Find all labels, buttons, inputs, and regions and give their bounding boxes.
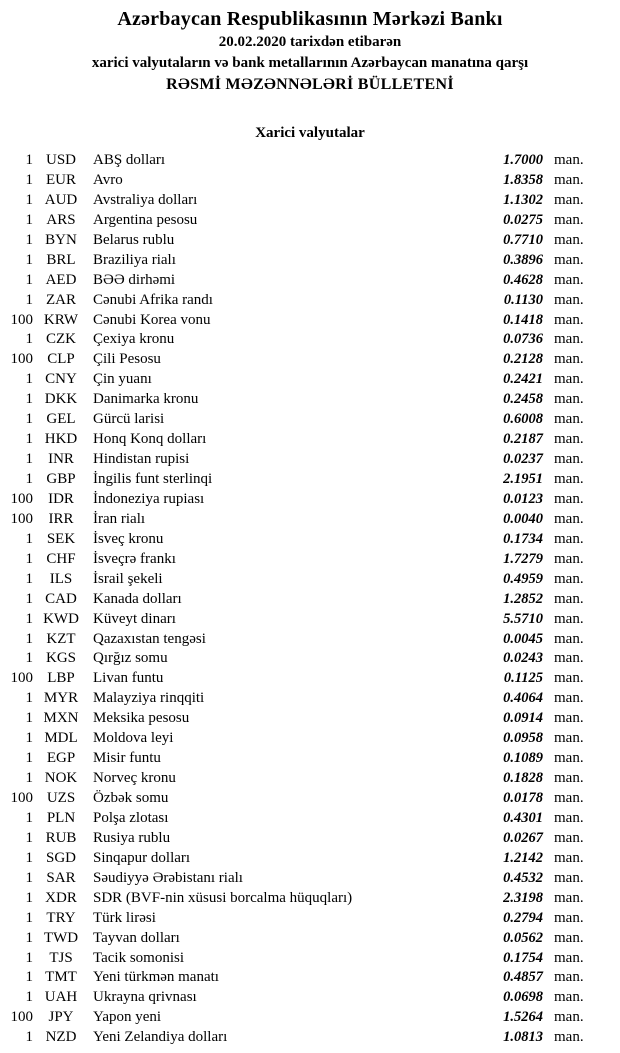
bank-name-title: Azərbaycan Respublikasının Mərkəzi Bankı <box>117 8 503 30</box>
table-row <box>8 171 598 191</box>
rate-value-cell: 0.0562 <box>503 929 543 946</box>
currency-code-cell: CHF <box>46 550 76 567</box>
currency-code-cell: EUR <box>46 171 76 188</box>
currency-code-cell: AED <box>45 271 77 288</box>
unit-cell: man. <box>554 510 584 527</box>
currency-code-cell: IDR <box>48 490 74 507</box>
rate-value-cell: 0.2421 <box>503 371 543 388</box>
unit-cell: man. <box>554 291 584 308</box>
currency-code-cell: TWD <box>43 929 79 946</box>
quantity-cell: 1 <box>25 431 33 448</box>
currency-code-cell: KRW <box>43 311 79 328</box>
rate-value-cell: 0.4628 <box>503 271 543 288</box>
currency-code-cell: MYR <box>43 690 79 707</box>
rate-value-cell: 0.1828 <box>503 770 543 787</box>
unit-cell: man. <box>554 670 584 687</box>
effective-date-line: 20.02.2020 tarixdən etibarən <box>218 34 402 50</box>
rate-value-cell: 0.0243 <box>503 650 543 667</box>
rate-value-cell: 0.7710 <box>503 231 543 248</box>
currency-name-cell: İsrail şekeli <box>93 570 163 587</box>
quantity-cell: 1 <box>25 989 33 1006</box>
quantity-cell: 100 <box>10 311 33 328</box>
unit-cell: man. <box>554 550 584 567</box>
currency-code-cell: CLP <box>47 351 75 368</box>
currency-name-cell: İngilis funt sterlinqi <box>93 471 213 487</box>
currency-name-cell: Belarus rublu <box>93 231 175 248</box>
currency-code-cell: JPY <box>48 1009 74 1026</box>
table-row <box>8 350 598 370</box>
document-header <box>0 0 620 96</box>
table-row <box>8 271 598 291</box>
rate-value-cell: 0.4857 <box>503 969 543 986</box>
table-row <box>8 949 598 969</box>
rate-value-cell: 1.8358 <box>503 171 543 188</box>
table-row <box>8 291 598 311</box>
rate-value-cell: 0.1754 <box>503 949 543 966</box>
rate-value-cell: 0.0958 <box>503 730 543 747</box>
rate-value-cell: 1.1302 <box>503 191 543 208</box>
quantity-cell: 1 <box>25 710 33 727</box>
quantity-cell: 1 <box>25 650 33 667</box>
quantity-cell: 1 <box>25 371 33 388</box>
currency-code-cell: KGS <box>45 650 76 667</box>
currency-code-cell: TRY <box>46 909 76 926</box>
currency-code-cell: AUD <box>44 191 78 208</box>
currency-name-cell: Çili Pesosu <box>93 351 161 368</box>
unit-cell: man. <box>554 431 584 448</box>
quantity-cell: 1 <box>25 231 33 248</box>
table-row <box>8 789 598 809</box>
unit-cell: man. <box>554 311 584 328</box>
quantity-cell: 1 <box>25 829 33 846</box>
table-row <box>8 211 598 231</box>
rate-value-cell: 1.2852 <box>503 590 543 607</box>
quantity-cell: 1 <box>25 630 33 647</box>
currency-code-cell: XDR <box>45 889 77 906</box>
quantity-cell: 100 <box>10 790 33 806</box>
unit-cell: man. <box>554 451 584 468</box>
currency-name-cell: Malayziya rinqqiti <box>93 690 205 707</box>
currency-name-cell: Hindistan rupisi <box>93 451 190 468</box>
unit-cell: man. <box>554 610 584 627</box>
quantity-cell: 1 <box>25 889 33 906</box>
table-row <box>8 689 598 709</box>
currency-code-cell: KZT <box>46 630 76 647</box>
currency-name-cell: Argentina pesosu <box>93 211 198 228</box>
currency-code-cell: MDL <box>44 730 78 747</box>
quantity-cell: 1 <box>25 909 33 926</box>
unit-cell: man. <box>554 191 584 208</box>
unit-cell: man. <box>554 1029 584 1046</box>
table-row <box>8 490 598 510</box>
currency-code-cell: TMT <box>45 969 77 986</box>
table-row <box>8 430 598 450</box>
table-row <box>8 151 598 171</box>
quantity-cell: 1 <box>25 690 33 707</box>
table-row <box>8 530 598 550</box>
table-row <box>8 889 598 909</box>
table-row <box>8 988 598 1008</box>
unit-cell: man. <box>554 770 584 787</box>
table-row <box>8 410 598 430</box>
currency-code-cell: GEL <box>46 411 76 428</box>
currency-code-cell: IRR <box>48 510 74 527</box>
currency-name-cell: Kanada dolları <box>93 590 182 607</box>
unit-cell: man. <box>554 690 584 707</box>
currency-code-cell: CNY <box>45 371 77 388</box>
currency-code-cell: UZS <box>46 790 76 806</box>
table-row <box>8 649 598 669</box>
currency-code-cell: EGP <box>46 750 76 767</box>
currency-name-cell: Meksika pesosu <box>93 710 190 727</box>
currency-name-cell: Ukrayna qrivnası <box>93 989 197 1006</box>
quantity-cell: 1 <box>25 451 33 468</box>
rate-value-cell: 0.0178 <box>503 790 543 806</box>
quantity-cell: 1 <box>25 391 33 408</box>
currency-name-cell: Honq Konq dolları <box>93 431 207 448</box>
quantity-cell: 100 <box>10 670 33 687</box>
currency-code-cell: PLN <box>46 809 76 826</box>
currency-code-cell: ARS <box>46 211 76 228</box>
currency-name-cell: Çexiya kronu <box>93 331 175 348</box>
currency-name-cell: Avstraliya dolları <box>93 191 198 208</box>
currency-name-cell: SDR (BVF-nin xüsusi borcalma hüquqları) <box>93 889 353 906</box>
quantity-cell: 1 <box>25 1029 33 1046</box>
quantity-cell: 1 <box>25 949 33 966</box>
quantity-cell: 1 <box>25 610 33 627</box>
table-row <box>8 1028 598 1048</box>
currency-code-cell: ZAR <box>46 291 76 308</box>
currency-name-cell: Misir funtu <box>93 750 161 767</box>
currency-name-cell: Sinqapur dolları <box>93 849 191 866</box>
currency-code-cell: CAD <box>45 590 77 607</box>
currency-name-cell: Özbək somu <box>93 790 169 806</box>
currency-name-cell: Norveç kronu <box>93 770 176 787</box>
quantity-cell: 1 <box>25 929 33 946</box>
currency-name-cell: Qırğız somu <box>93 650 168 667</box>
rates-table <box>0 151 620 1048</box>
quantity-cell: 1 <box>25 969 33 986</box>
currency-name-cell: Səudiyyə Ərəbistanı rialı <box>93 869 243 886</box>
table-row <box>8 510 598 530</box>
table-row <box>8 929 598 949</box>
quantity-cell: 100 <box>10 351 33 368</box>
rate-value-cell: 2.3198 <box>503 889 543 906</box>
currency-code-cell: LBP <box>47 670 75 687</box>
quantity-cell: 1 <box>25 191 33 208</box>
currency-name-cell: İndoneziya rupiası <box>93 490 205 507</box>
currency-code-cell: MXN <box>43 710 79 727</box>
currency-name-cell: Tacik somonisi <box>93 949 185 966</box>
currency-name-cell: Yeni türkmən manatı <box>93 969 219 986</box>
unit-cell: man. <box>554 790 584 806</box>
unit-cell: man. <box>554 371 584 388</box>
table-row <box>8 669 598 689</box>
quantity-cell: 1 <box>25 251 33 268</box>
quantity-cell: 100 <box>10 510 33 527</box>
currency-code-cell: KWD <box>43 610 79 627</box>
unit-cell: man. <box>554 271 584 288</box>
currency-name-cell: Rusiya rublu <box>93 829 171 846</box>
rate-value-cell: 0.0914 <box>503 710 543 727</box>
table-row <box>8 869 598 889</box>
quantity-cell: 1 <box>25 331 33 348</box>
currency-code-cell: GBP <box>46 471 76 487</box>
unit-cell: man. <box>554 710 584 727</box>
table-row <box>8 630 598 650</box>
unit-cell: man. <box>554 869 584 886</box>
currency-name-cell: Küveyt dinarı <box>93 610 176 627</box>
quantity-cell: 100 <box>10 1009 33 1026</box>
currency-code-cell: NOK <box>44 770 78 787</box>
currency-code-cell: INR <box>48 451 74 468</box>
table-row <box>8 390 598 410</box>
currency-code-cell: UAH <box>44 989 78 1006</box>
table-row <box>8 610 598 630</box>
currency-code-cell: CZK <box>46 331 76 348</box>
subtitle-line: xarici valyutaların və bank metallarının Azərbaycan manatına qarşı <box>91 55 529 71</box>
table-row <box>8 450 598 470</box>
unit-cell: man. <box>554 351 584 368</box>
currency-code-cell: BRL <box>46 251 76 268</box>
section-title-foreign-currencies: Xarici valyutalar <box>255 125 365 141</box>
currency-name-cell: İsveç kronu <box>93 530 164 547</box>
unit-cell: man. <box>554 650 584 667</box>
rate-value-cell: 0.0267 <box>503 829 543 846</box>
rate-value-cell: 0.4301 <box>503 809 543 826</box>
table-row <box>8 370 598 390</box>
unit-cell: man. <box>554 590 584 607</box>
currency-code-cell: SEK <box>46 530 76 547</box>
table-row <box>8 550 598 570</box>
table-row <box>8 809 598 829</box>
unit-cell: man. <box>554 211 584 228</box>
unit-cell: man. <box>554 969 584 986</box>
unit-cell: man. <box>554 889 584 906</box>
rate-value-cell: 0.0275 <box>503 211 543 228</box>
currency-code-cell: TJS <box>49 949 73 966</box>
rate-value-cell: 1.7000 <box>503 152 543 168</box>
unit-cell: man. <box>554 530 584 547</box>
quantity-cell: 1 <box>25 770 33 787</box>
quantity-cell: 1 <box>25 590 33 607</box>
rate-value-cell: 1.2142 <box>503 849 543 866</box>
table-row <box>8 829 598 849</box>
currency-name-cell: Çin yuanı <box>93 371 152 388</box>
unit-cell: man. <box>554 929 584 946</box>
quantity-cell: 1 <box>25 211 33 228</box>
unit-cell: man. <box>554 570 584 587</box>
currency-code-cell: SGD <box>45 849 76 866</box>
quantity-cell: 1 <box>25 471 33 487</box>
table-row <box>8 590 598 610</box>
currency-code-cell: RUB <box>45 829 77 846</box>
rate-value-cell: 0.0698 <box>503 989 543 1006</box>
rate-value-cell: 0.1125 <box>503 670 543 687</box>
unit-cell: man. <box>554 411 584 428</box>
unit-cell: man. <box>554 391 584 408</box>
rate-value-cell: 0.1089 <box>503 750 543 767</box>
rate-value-cell: 1.7279 <box>503 550 543 567</box>
currency-name-cell: Avro <box>93 171 123 188</box>
currency-name-cell: ABŞ dolları <box>93 152 166 168</box>
rate-value-cell: 0.1130 <box>503 291 543 308</box>
rate-value-cell: 0.4959 <box>503 570 543 587</box>
rate-value-cell: 0.2128 <box>503 351 543 368</box>
quantity-cell: 1 <box>25 271 33 288</box>
table-row <box>8 191 598 211</box>
rate-value-cell: 0.0045 <box>503 630 543 647</box>
currency-name-cell: Gürcü larisi <box>93 411 165 428</box>
rate-value-cell: 0.4532 <box>503 869 543 886</box>
unit-cell: man. <box>554 829 584 846</box>
rate-value-cell: 5.5710 <box>503 610 543 627</box>
unit-cell: man. <box>554 471 584 487</box>
unit-cell: man. <box>554 490 584 507</box>
currency-name-cell: Yeni Zelandiya dolları <box>93 1029 228 1046</box>
table-row <box>8 330 598 350</box>
currency-code-cell: NZD <box>45 1029 77 1046</box>
quantity-cell: 1 <box>25 291 33 308</box>
table-row <box>8 769 598 789</box>
table-row <box>8 849 598 869</box>
currency-name-cell: Tayvan dolları <box>93 929 180 946</box>
unit-cell: man. <box>554 331 584 348</box>
rate-value-cell: 0.2187 <box>503 431 543 448</box>
currency-name-cell: Livan funtu <box>93 670 164 687</box>
rate-value-cell: 0.0123 <box>503 490 543 507</box>
rate-value-cell: 0.4064 <box>503 690 543 707</box>
table-row <box>8 470 598 490</box>
rate-value-cell: 0.6008 <box>503 411 543 428</box>
rate-value-cell: 0.2794 <box>503 909 543 926</box>
quantity-cell: 1 <box>25 809 33 826</box>
rate-value-cell: 2.1951 <box>503 471 543 487</box>
quantity-cell: 1 <box>25 171 33 188</box>
unit-cell: man. <box>554 251 584 268</box>
quantity-cell: 1 <box>25 570 33 587</box>
unit-cell: man. <box>554 989 584 1006</box>
rate-value-cell: 0.3896 <box>503 251 543 268</box>
quantity-cell: 1 <box>25 849 33 866</box>
quantity-cell: 1 <box>25 152 33 168</box>
table-row <box>8 570 598 590</box>
rate-value-cell: 0.0040 <box>503 510 543 527</box>
unit-cell: man. <box>554 152 584 168</box>
rate-value-cell: 0.0237 <box>503 451 543 468</box>
table-row <box>8 251 598 271</box>
unit-cell: man. <box>554 171 584 188</box>
unit-cell: man. <box>554 909 584 926</box>
rate-value-cell: 1.0813 <box>503 1029 543 1046</box>
quantity-cell: 1 <box>25 730 33 747</box>
currency-name-cell: Cənubi Afrika randı <box>93 291 213 308</box>
table-row <box>8 968 598 988</box>
currency-name-cell: İran rialı <box>93 510 146 527</box>
table-row <box>8 909 598 929</box>
currency-name-cell: Yapon yeni <box>93 1009 162 1026</box>
quantity-cell: 100 <box>10 490 33 507</box>
currency-name-cell: BƏƏ dirhəmi <box>93 271 176 288</box>
table-row <box>8 1008 598 1028</box>
currency-name-cell: Polşa zlotası <box>93 809 169 826</box>
currency-name-cell: Cənubi Korea vonu <box>93 311 211 328</box>
unit-cell: man. <box>554 730 584 747</box>
unit-cell: man. <box>554 750 584 767</box>
currency-name-cell: Moldova leyi <box>93 730 174 747</box>
rate-value-cell: 0.1734 <box>503 530 543 547</box>
quantity-cell: 1 <box>25 750 33 767</box>
currency-name-cell: Danimarka kronu <box>93 391 199 408</box>
currency-code-cell: DKK <box>44 391 78 408</box>
currency-code-cell: SAR <box>46 869 76 886</box>
quantity-cell: 1 <box>25 869 33 886</box>
table-row <box>8 311 598 331</box>
unit-cell: man. <box>554 949 584 966</box>
unit-cell: man. <box>554 231 584 248</box>
table-row <box>8 749 598 769</box>
currency-code-cell: ILS <box>49 570 73 587</box>
rate-value-cell: 1.5264 <box>503 1009 543 1026</box>
currency-name-cell: Türk lirəsi <box>93 909 156 926</box>
rate-value-cell: 0.2458 <box>503 391 543 408</box>
currency-code-cell: USD <box>45 152 76 168</box>
currency-code-cell: BYN <box>45 231 77 248</box>
rate-value-cell: 0.0736 <box>503 331 543 348</box>
unit-cell: man. <box>554 630 584 647</box>
bulletin-title: RƏSMİ MƏZƏNNƏLƏRİ BÜLLETENİ <box>166 76 454 93</box>
quantity-cell: 1 <box>25 550 33 567</box>
currency-name-cell: Qazaxıstan tengəsi <box>93 630 206 647</box>
quantity-cell: 1 <box>25 411 33 428</box>
table-row <box>8 729 598 749</box>
currency-name-cell: Braziliya rialı <box>93 251 176 268</box>
currency-name-cell: İsveçrə frankı <box>93 550 176 567</box>
table-row <box>8 231 598 251</box>
unit-cell: man. <box>554 809 584 826</box>
unit-cell: man. <box>554 849 584 866</box>
currency-code-cell: HKD <box>44 431 78 448</box>
table-row <box>8 709 598 729</box>
rate-value-cell: 0.1418 <box>503 311 543 328</box>
unit-cell: man. <box>554 1009 584 1026</box>
quantity-cell: 1 <box>25 530 33 547</box>
